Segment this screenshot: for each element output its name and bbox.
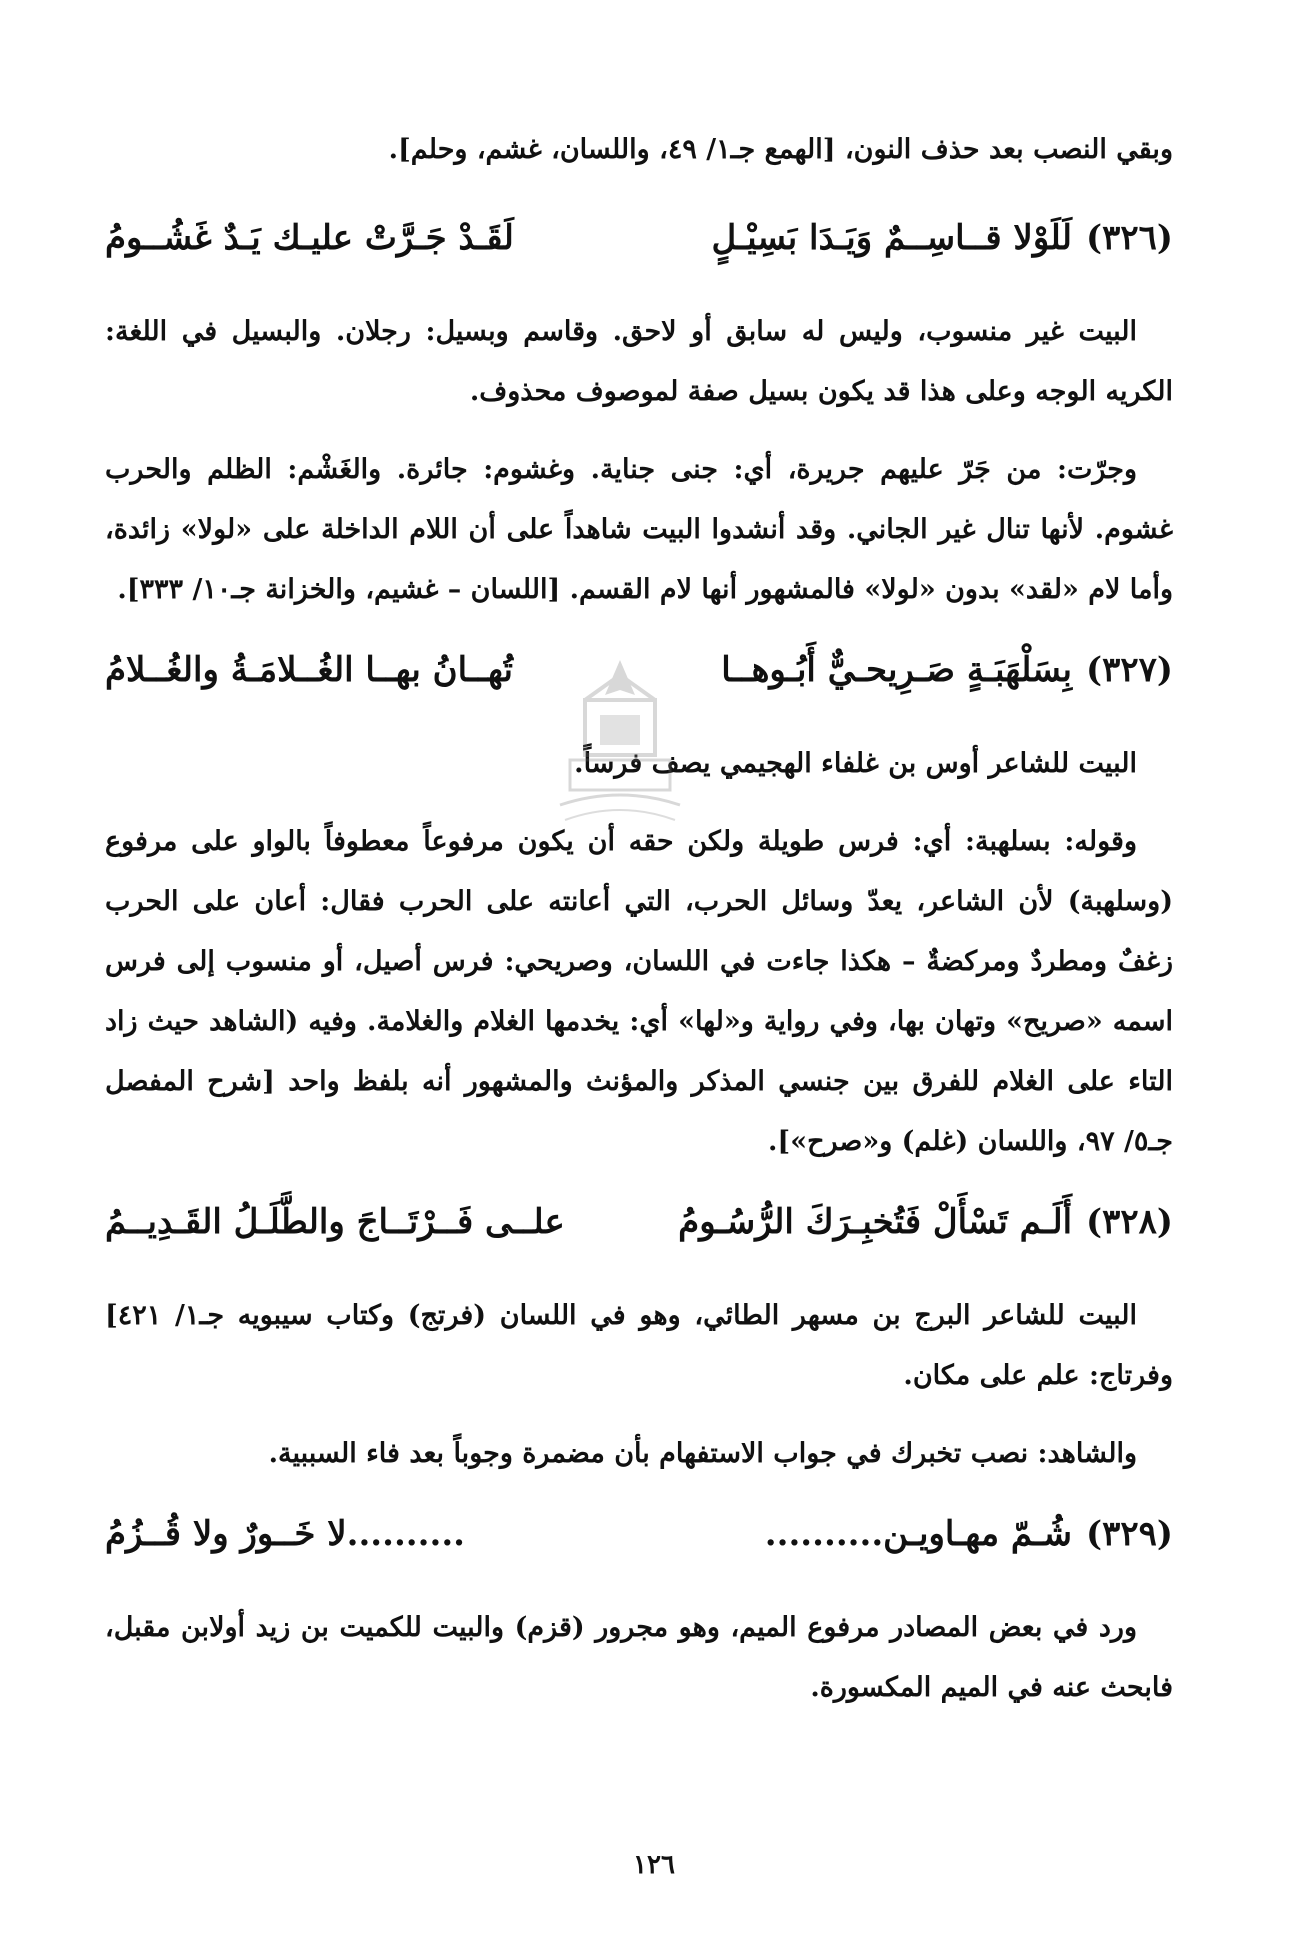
page-number: ١٢٦ (633, 1850, 675, 1880)
verse-number: (٣٢٨) (1086, 1202, 1173, 1242)
paragraph: البيت غير منسوب، وليس له سابق أو لاحق. وقاسم وبسيل: رجلان. والبسيل في اللغة: الكريه الوجه وعلى هذا قد يكون بسيل صفة لموصوف محذوف. (105, 316, 1173, 407)
text-body (105, 120, 1173, 1718)
verse-number: (٣٢٧) (1086, 650, 1173, 690)
paragraph: البيت للشاعر البرج بن مسهر الطائي، وهو في اللسان (فرتج) وكتاب سيبويه جـ١/ ٤٢١] وفرتاج: علم على مكان. (105, 1300, 1173, 1391)
paragraph: وقوله: بسلهبة: أي: فرس طويلة ولكن حقه أن يكون مرفوعاً معطوفاً بالواو على مرفوع (وسلهبة) لأن الشاعر، يعدّ وسائل الحرب، التي أعانته على الحرب فقال: أعان على الحرب زغفٌ ومطردٌ ومركضةٌ – هكذا جاءت في اللسان، وصريحي: فرس أصيل، أو منسوب إلى فرس اسمه «صريح» وتهان بها، وفي رواية و«لها» أي: يخدمها الغلام والغلامة. وفيه (الشاهد حيث زاد التاء على الغلام للفرق بين جنسي المذكر والمؤنث والمشهور أنه بلفظ واحد [شرح المفصل جـ٥/ ٩٧، واللسان (غلم) و«صرح»]. (105, 826, 1173, 1157)
paragraph: البيت للشاعر أوس بن غلفاء الهجيمي يصف فرساً. (574, 748, 1137, 779)
verse-second-hemistich: علــى فَــرْتَــاجَ والطَّلَـلُ القَـدِيــمُ (105, 1202, 565, 1242)
paragraph: ورد في بعض المصادر مرفوع الميم، وهو مجرور (قزم) والبيت للكميت بن زيد أولابن مقبل، فابحث عنه في الميم المكسورة. (105, 1612, 1173, 1703)
verse-number: (٣٢٩) (1086, 1514, 1173, 1554)
verse-number: (٣٢٦) (1086, 218, 1173, 258)
paragraph: وبقي النصب بعد حذف النون، [الهمع جـ١/ ٤٩، واللسان، غشم، وحلم]. (388, 134, 1173, 165)
verse-first-hemistich: بِسَلْهَبَـةٍ صَـرِيحـيٌّ أَبُـوهــا (721, 650, 1073, 690)
verse-first-hemistich: لَلَوْلا قــاسِــمٌ وَيَـدَا بَسِيْـلٍ (711, 218, 1073, 258)
verse-first-hemistich: أَلَـم تَسْأَلْ فَتُخبِـرَكَ الرُّسُـومُ (678, 1202, 1073, 1242)
verse-second-hemistich: لَقَـدْ جَـرَّتْ عليـك يَـدٌ غَشُــومُ (105, 218, 514, 258)
verse-line (105, 1190, 1173, 1254)
library-seal-watermark (555, 655, 685, 830)
verse-line (105, 1502, 1173, 1566)
verse-second-hemistich: ..........لا خَــورٌ ولا قُــزُمُ (105, 1514, 465, 1554)
verse-second-hemistich: تُهــانُ بهــا الغُــلامَـةُ والغُــلامُ (105, 650, 514, 690)
paragraph: والشاهد: نصب تخبرك في جواب الاستفهام بأن مضمرة وجوباً بعد فاء السببية. (268, 1438, 1137, 1469)
verse-first-hemistich: شُـمّ مهـاويـن.......... (764, 1514, 1073, 1554)
verse-line (105, 206, 1173, 270)
paragraph: وجرّت: من جَرّ عليهم جريرة، أي: جنى جناية. وغشوم: جائرة. والغَشْم: الظلم والحرب غشوم. لأنها تنال غير الجاني. وقد أنشدوا البيت شاهداً على أن اللام الداخلة على «لولا» زائدة، وأما لام «لقد» بدون «لولا» فالمشهور أنها لام القسم. [اللسان – غشيم، والخزانة جـ١٠/ ٣٣٣]. (105, 454, 1173, 605)
